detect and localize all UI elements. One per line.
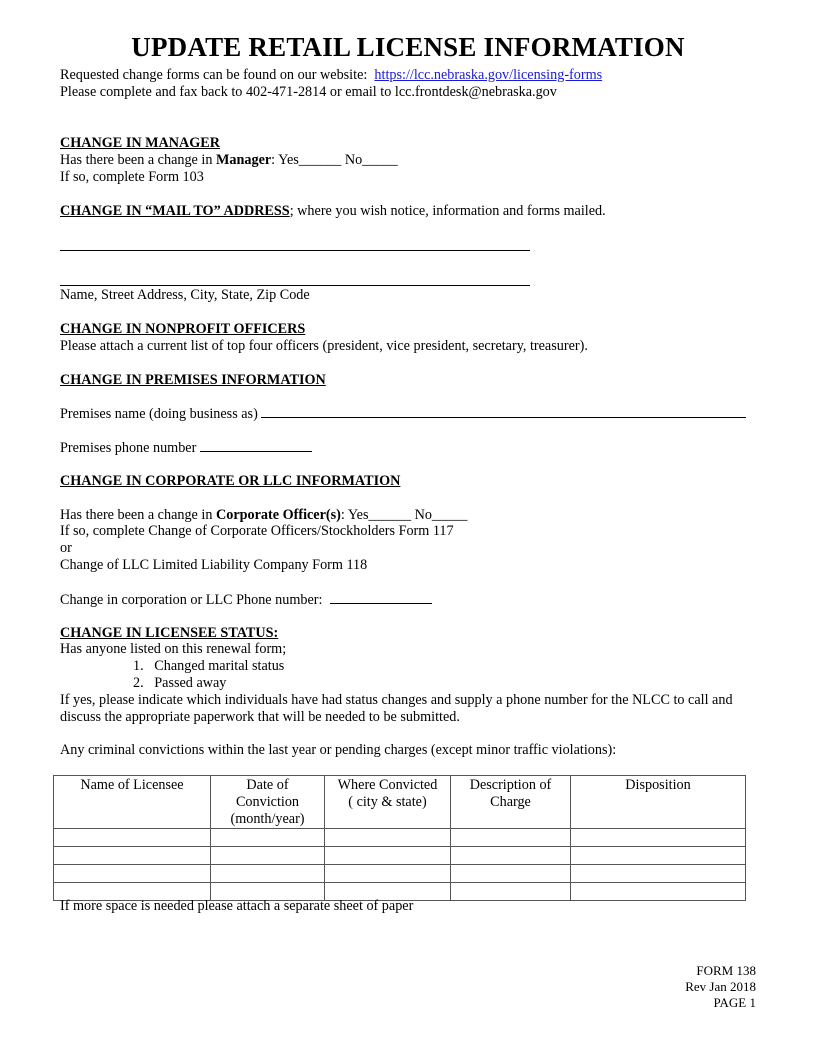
header-text: Name of Licensee <box>80 777 184 793</box>
status-item-text: Passed away <box>154 675 227 691</box>
mailto-caption: Name, Street Address, City, State, Zip Code <box>60 287 310 303</box>
col-header-disposition <box>571 776 746 829</box>
form-revision: Rev Jan 2018 <box>685 979 756 994</box>
corporate-question <box>60 507 467 524</box>
premises-name-label: Premises name (doing business as) <box>60 406 258 422</box>
corporate-phone-field[interactable] <box>330 591 432 604</box>
table-cell[interactable] <box>211 847 325 865</box>
table-row <box>54 865 746 883</box>
table-cell[interactable] <box>451 847 571 865</box>
manager-heading: CHANGE IN MANAGER <box>60 135 221 151</box>
status-para-line2: discuss the appropriate paperwork that will be needed to be submitted. <box>60 709 460 725</box>
table-cell[interactable] <box>451 865 571 883</box>
table-cell[interactable] <box>451 829 571 847</box>
table-cell[interactable] <box>571 847 746 865</box>
table-cell[interactable] <box>54 847 211 865</box>
table-cell[interactable] <box>211 829 325 847</box>
corporate-question-bold: Corporate Officer(s) <box>216 507 341 523</box>
premises-phone-field[interactable] <box>200 439 312 452</box>
table-cell[interactable] <box>325 847 451 865</box>
status-item-number: 1. <box>133 658 144 674</box>
mailto-address-field-1[interactable] <box>60 250 530 251</box>
premises-phone-row <box>60 439 312 457</box>
header-text: Date of <box>246 777 289 793</box>
premises-name-row <box>60 405 746 423</box>
licensing-forms-link[interactable]: https://lcc.nebraska.gov/licensing-forms <box>374 67 603 83</box>
col-header-description-of-charge <box>451 776 571 829</box>
website-line <box>60 67 602 84</box>
corporate-question-pre: Has there been a change in <box>60 507 216 523</box>
mailto-desc: ; where you wish notice, information and forms mailed. <box>289 203 606 219</box>
header-text: Charge <box>490 794 531 810</box>
mailto-line <box>60 203 606 220</box>
table-cell[interactable] <box>325 865 451 883</box>
premises-name-field[interactable] <box>261 405 746 418</box>
manager-question-pre: Has there been a change in <box>60 152 216 168</box>
table-row <box>54 829 746 847</box>
mailto-heading: CHANGE IN “MAIL TO” ADDRESS <box>60 203 290 219</box>
convictions-table <box>53 775 746 901</box>
manager-question-bold: Manager <box>216 152 272 168</box>
website-line-text: Requested change forms can be found on our website: <box>60 67 368 83</box>
status-list-item <box>133 658 284 675</box>
table-cell[interactable] <box>571 883 746 901</box>
status-intro: Has anyone listed on this renewal form; <box>60 641 287 657</box>
col-header-name-of-licensee <box>54 776 211 829</box>
premises-heading: CHANGE IN PREMISES INFORMATION <box>60 372 326 388</box>
table-cell[interactable] <box>451 883 571 901</box>
nonprofit-desc: Please attach a current list of top four officers (president, vice president, secretary, treasurer). <box>60 338 588 354</box>
status-list-item <box>133 675 226 692</box>
nonprofit-heading: CHANGE IN NONPROFIT OFFICERS <box>60 321 306 337</box>
mailto-address-field-2[interactable] <box>60 285 530 286</box>
table-cell[interactable] <box>325 829 451 847</box>
header-text: Conviction <box>235 794 300 810</box>
manager-question <box>60 152 398 169</box>
corporate-or: or <box>60 540 72 556</box>
status-heading: CHANGE IN LICENSEE STATUS: <box>60 625 279 641</box>
page-title: UPDATE RETAIL LICENSE INFORMATION <box>131 32 685 62</box>
premises-phone-label: Premises phone number <box>60 440 197 456</box>
col-header-where-convicted <box>325 776 451 829</box>
manager-note: If so, complete Form 103 <box>60 169 204 185</box>
form-number: FORM 138 <box>696 963 756 978</box>
corporate-form118-note: Change of LLC Limited Liability Company Form 118 <box>60 557 368 573</box>
table-header-row <box>54 776 746 829</box>
table-cell[interactable] <box>54 865 211 883</box>
corporate-heading: CHANGE IN CORPORATE OR LLC INFORMATION <box>60 473 401 489</box>
manager-yes-no-field[interactable]: : Yes______ No_____ <box>271 152 398 168</box>
header-text: (month/year) <box>230 811 305 827</box>
contact-line: Please complete and fax back to 402-471-2814 or email to lcc.frontdesk@nebraska.gov <box>60 84 557 100</box>
status-item-number: 2. <box>133 675 144 691</box>
table-cell[interactable] <box>211 865 325 883</box>
table-cell[interactable] <box>54 829 211 847</box>
corporate-phone-label: Change in corporation or LLC Phone number: <box>60 592 323 608</box>
corporate-form117-note: If so, complete Change of Corporate Officers/Stockholders Form 117 <box>60 523 454 539</box>
header-text: Description of <box>469 777 552 793</box>
col-header-date-of-conviction <box>211 776 325 829</box>
header-text: Where Convicted <box>337 777 438 793</box>
status-para-line1: If yes, please indicate which individuals have had status changes and supply a phone number for the NLCC to call and <box>60 692 733 708</box>
convictions-prompt: Any criminal convictions within the last year or pending charges (except minor traffic violations): <box>60 742 617 758</box>
header-text: Disposition <box>625 777 691 793</box>
table-note: If more space is needed please attach a separate sheet of paper <box>60 898 414 914</box>
corporate-yes-no-field[interactable]: : Yes______ No_____ <box>340 507 468 523</box>
status-item-text: Changed marital status <box>154 658 285 674</box>
table-cell[interactable] <box>571 829 746 847</box>
page-number: PAGE 1 <box>713 995 756 1010</box>
corporate-phone-row <box>60 591 432 609</box>
header-text: ( city & state) <box>348 794 427 810</box>
table-row <box>54 847 746 865</box>
table-cell[interactable] <box>571 865 746 883</box>
